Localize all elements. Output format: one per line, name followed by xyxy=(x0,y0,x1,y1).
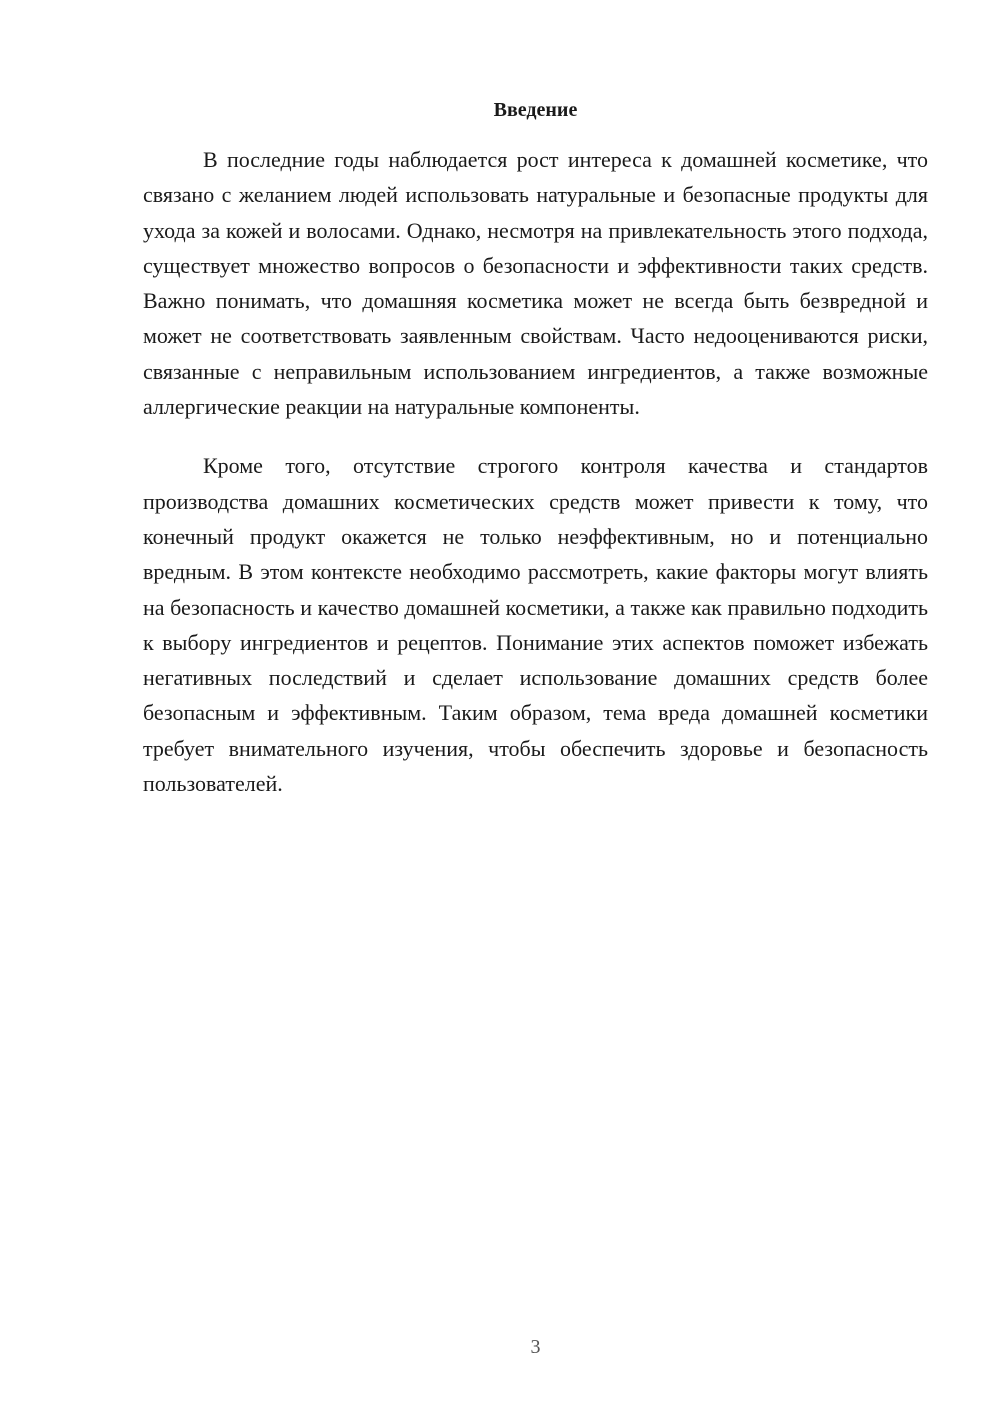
document-body xyxy=(143,142,928,801)
paragraph-1: В последние годы наблюдается рост интереса к домашней косметике, что связано с желанием людей использовать натуральные и безопасные продукты для ухода за кожей и волосами. Однако, несмотря на привлекательность этого подхода, существует множество вопросов о безопасности и эффективности таких средств. Важно понимать, что домашняя косметика может не всегда быть безвредной и может не соответствовать заявленным свойствам. Часто недооцениваются риски, связанные с неправильным использованием ингредиентов, а также возможные аллергические реакции на натуральные компоненты. xyxy=(143,147,928,420)
page-title: Введение xyxy=(493,99,578,121)
page-number: 3 xyxy=(530,1336,541,1358)
paragraph-2: Кроме того, отсутствие строгого контроля качества и стандартов производства домашних косметических средств может привести к тому, что конечный продукт окажется не только неэффективным, но и потенциально вредным. В этом контексте необходимо рассмотреть, какие факторы могут влиять на безопасность и качество домашней косметики, а также как правильно подходить к выбору ингредиентов и рецептов. Понимание этих аспектов поможет избежать негативных последствий и сделает использование домашних средств более безопасным и эффективным. Таким образом, тема вреда домашней косметики требует внимательного изучения, чтобы обеспечить здоровье и безопасность пользователей. xyxy=(143,453,928,797)
